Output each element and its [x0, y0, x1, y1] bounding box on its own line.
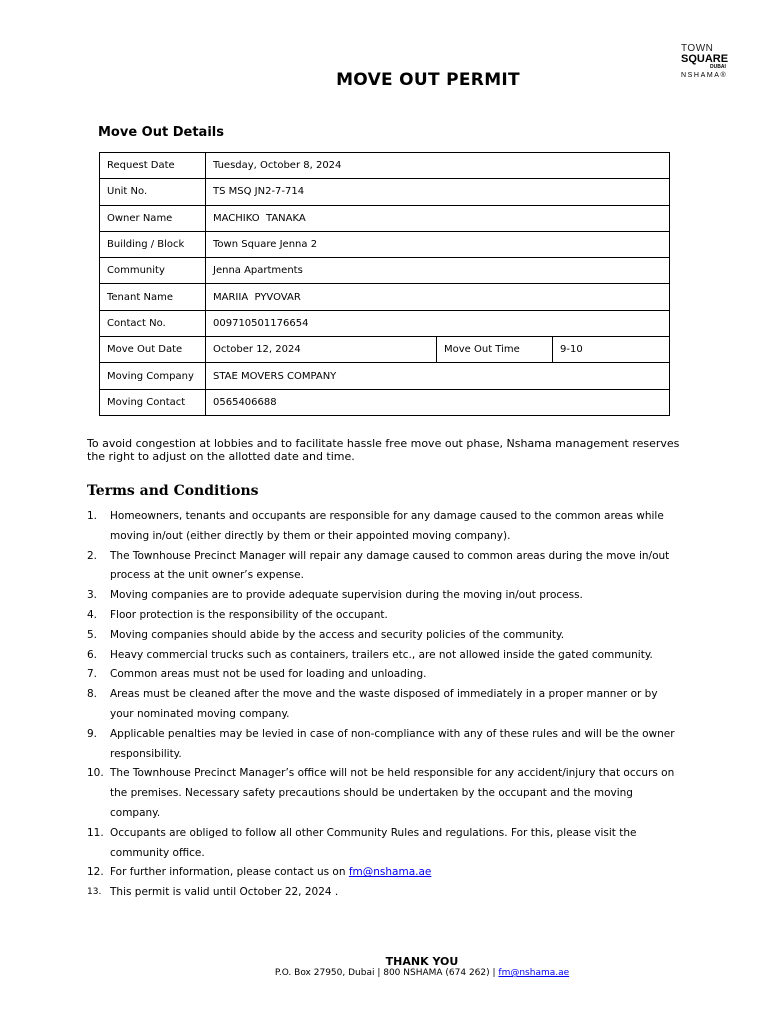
moving-company-label: Moving Company [100, 363, 206, 389]
logo-line-town: TOWN [681, 43, 714, 54]
term-item [87, 725, 677, 765]
community-label: Community [100, 258, 206, 284]
term-number: 9. [87, 727, 98, 740]
terms-list [87, 507, 677, 903]
contact-no-value: 009710501176654 [206, 310, 670, 336]
term-text: Moving companies are to provide adequate supervision during the moving in/out process. [110, 589, 583, 602]
term-item [87, 824, 677, 864]
moving-contact-value: 0565406688 [206, 389, 670, 415]
term-text: Heavy commercial trucks such as containers, trailers etc., are not allowed inside the gated community. [110, 648, 653, 661]
community-value: Jenna Apartments [206, 258, 670, 284]
term-number: 6. [87, 648, 98, 661]
term-number: 12. [87, 866, 104, 879]
term-number: 8. [87, 688, 98, 701]
term-item [87, 606, 677, 626]
footer-text: P.O. Box 27950, Dubai | 800 NSHAMA (674 262) | [274, 968, 499, 978]
term-text: Applicable penalties may be levied in case of non-compliance with any of these rules and will be the owner responsibility. [110, 727, 675, 760]
notice-text: To avoid congestion at lobbies and to facilitate hassle free move out phase, Nshama management reserves the right to adjust on the allotted date and time. [87, 437, 680, 463]
contact-email-link[interactable]: fm@nshama.ae [348, 866, 432, 879]
owner-name-value: MACHIKO TANAKA [206, 205, 670, 231]
term-item [87, 626, 677, 646]
page-title: MOVE OUT PERMIT [336, 70, 520, 90]
thank-you-text: THANK YOU [385, 955, 459, 968]
logo-line-nshama: NSHAMA® [681, 72, 728, 79]
moving-company-value: STAE MOVERS COMPANY [206, 363, 670, 389]
term-number: 11. [87, 826, 104, 839]
term-text: This permit is valid until October 22, 2024 . [110, 886, 339, 899]
table-row [100, 153, 670, 179]
move-out-date-value: October 12, 2024 [206, 337, 437, 363]
term-text: Areas must be cleaned after the move and the waste disposed of immediately in a proper manner or by your nominated moving company. [110, 688, 658, 720]
table-row [100, 337, 670, 363]
term-item [87, 547, 677, 587]
term-number: 10. [87, 767, 104, 780]
term-item [87, 685, 677, 725]
building-value: Town Square Jenna 2 [206, 231, 670, 257]
move-out-date-label: Move Out Date [100, 337, 206, 363]
term-number: 3. [87, 589, 98, 602]
table-row [100, 258, 670, 284]
term-item [87, 586, 677, 606]
term-text: Moving companies should abide by the access and security policies of the community. [110, 628, 565, 641]
term-text: The Townhouse Precinct Manager’s office will not be held responsible for any accident/injury that occurs on the premises. Necessary safety precautions should be undertaken by the occupant and the moving company. [110, 767, 675, 819]
table-row [100, 205, 670, 231]
footer-email-link[interactable]: fm@nshama.ae [498, 968, 570, 978]
logo-line-square: SQUARE [681, 53, 729, 65]
term-item [87, 646, 677, 666]
move-out-time-label: Move Out Time [437, 337, 553, 363]
terms-heading: Terms and Conditions [87, 483, 259, 499]
details-heading: Move Out Details [98, 125, 224, 140]
term-text: For further information, please contact us on [110, 866, 349, 879]
term-item [87, 665, 677, 685]
table-row [100, 284, 670, 310]
term-number: 4. [87, 608, 98, 621]
term-item [87, 863, 677, 883]
table-row [100, 389, 670, 415]
tenant-name-value: MARIIA PYVOVAR [206, 284, 670, 310]
tenant-name-label: Tenant Name [100, 284, 206, 310]
contact-no-label: Contact No. [100, 310, 206, 336]
moving-contact-label: Moving Contact [100, 389, 206, 415]
move-out-time-value: 9-10 [553, 337, 670, 363]
term-item [87, 507, 677, 547]
term-item [87, 764, 677, 823]
table-row [100, 310, 670, 336]
request-date-label: Request Date [100, 153, 206, 179]
term-text: Common areas must not be used for loading and unloading. [110, 668, 427, 681]
unit-no-value: TS MSQ JN2-7-714 [206, 179, 670, 205]
term-text: The Townhouse Precinct Manager will repair any damage caused to common areas during the move in/out process at the unit owner’s expense. [110, 549, 670, 582]
logo-line-dubai: DUBAI [710, 64, 726, 70]
term-text: Floor protection is the responsibility of the occupant. [110, 608, 388, 621]
footer [0, 968, 768, 978]
term-number: 13. [87, 887, 102, 898]
unit-no-label: Unit No. [100, 179, 206, 205]
term-number: 1. [87, 510, 98, 522]
request-date-value: Tuesday, October 8, 2024 [206, 153, 670, 179]
term-number: 5. [87, 628, 98, 641]
term-text: Occupants are obliged to follow all other Community Rules and regulations. For this, please visit the community office. [110, 826, 637, 859]
owner-name-label: Owner Name [100, 205, 206, 231]
table-row [100, 363, 670, 389]
term-number: 7. [87, 668, 98, 681]
table-row [100, 231, 670, 257]
term-text: Homeowners, tenants and occupants are responsible for any damage caused to the common areas while moving in/out (either directly by them or their appointed moving company). [110, 510, 664, 542]
building-label: Building / Block [100, 231, 206, 257]
table-row [100, 179, 670, 205]
term-item [87, 883, 677, 903]
move-out-details-table [99, 152, 670, 416]
term-number: 2. [87, 549, 98, 562]
